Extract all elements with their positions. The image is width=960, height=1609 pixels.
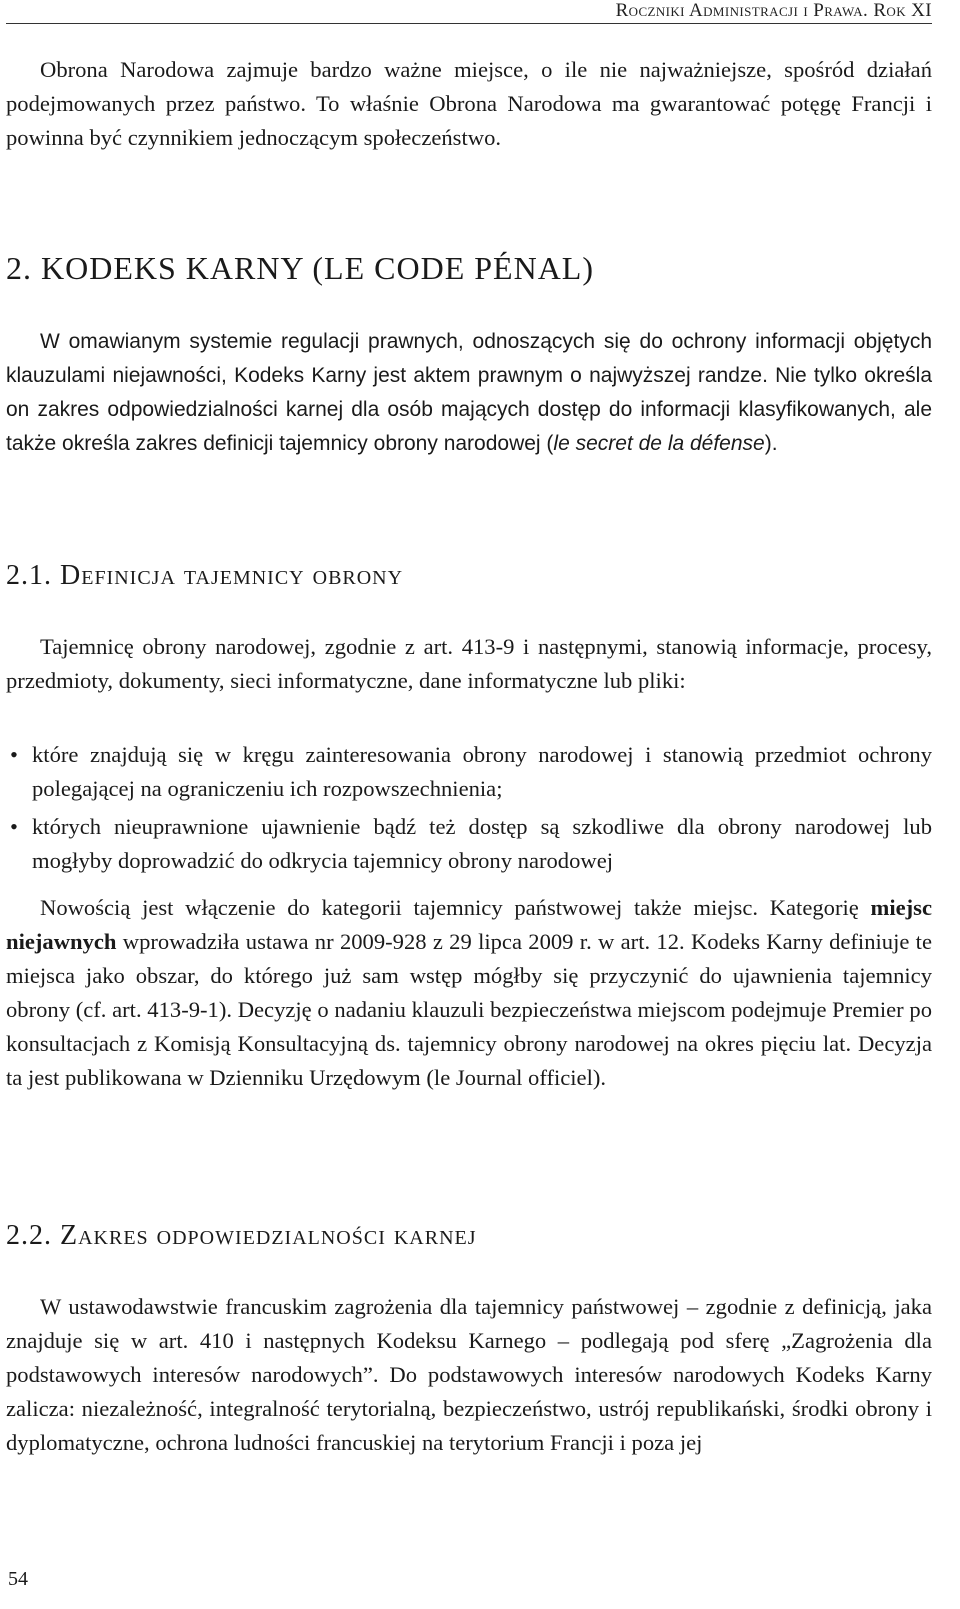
section-heading-2-1: 2.1. Definicja tajemnicy obrony (6, 560, 404, 591)
section-2-1-paragraph-2-bold: miejsc niejawnych (6, 895, 932, 954)
page-number: 54 (8, 1568, 28, 1590)
list-item-text: których nieuprawnione ujawnienie bądź też dostęp są szkodliwe dla obrony narodowej lub mogłyby doprowadzić do odkrycia tajemnicy obrony narodowej (32, 814, 932, 873)
bullet-icon: • (10, 742, 18, 767)
section-2-1-paragraph-2-pre: Nowością jest włączenie do kategorii tajemnicy państwowej także miejsc. Kategorię (40, 895, 871, 920)
section-heading-2: 2. KODEKS KARNY (LE CODE PÉNAL) (6, 250, 594, 286)
intro-paragraph: Obrona Narodowa zajmuje bardzo ważne miejsce, o ile nie najważniejsze, spośród działań podejmowanych przez państwo. To właśnie Obrona Narodowa ma gwarantować potęgę Francji i powinna być czynnikiem jednoczącym społeczeństwo. (6, 57, 932, 150)
section-2-1-paragraph-2 (6, 891, 932, 1095)
header-rule (6, 23, 932, 24)
running-head: Roczniki Administracji i Prawa. Rok XI (615, 0, 932, 21)
section-2-1-paragraph-2-post: wprowadziła ustawa nr 2009-928 z 29 lipca 2009 r. w art. 12. Kodeks Karny definiuje te miejsca jako obszar, do którego już sam wstęp mógłby się przyczynić do ujawnienia tajemnicy obrony (cf. art. 413-9-1). Decyzję o nadaniu klauzuli bezpieczeństwa miejscom podejmuje Premier po konsultacjach z Komisją Konsultacyjną ds. tajemnicy obrony narodowej na okres pięciu lat. Decyzja ta jest publikowana w Dzienniku Urzędowym (le Journal officiel). (6, 929, 932, 1090)
section-heading-2-2: 2.2. Zakres odpowiedzialności karnej (6, 1220, 477, 1251)
section-2-paragraph (6, 325, 932, 461)
section-2-1-paragraph: Tajemnicę obrony narodowej, zgodnie z art. 413-9 i następnymi, stanowią informacje, procesy, przedmioty, dokumenty, sieci informatyczne, dane informatyczne lub pliki: (6, 634, 932, 693)
section-2-2-paragraph: W ustawodawstwie francuskim zagrożenia dla tajemnicy państwowej – zgodnie z definicją, jaka znajduje się w art. 410 i następnych Kodeksu Karnego – podlegają pod sferę „Zagrożenia dla podstawowych interesów narodowych”. Do podstawowych interesów narodowych Kodeks Karny zalicza: niezależność, integralność terytorialną, bezpieczeństwo, ustrój republikański, środki obrony i dyplomatyczne, ochrona ludności francuskiej na terytorium Francji i poza jej (6, 1294, 932, 1455)
section-2-paragraph-tail: ). (764, 432, 778, 455)
list-item (6, 738, 932, 806)
bullet-icon: • (10, 814, 18, 839)
list-item-text: które znajdują się w kręgu zainteresowania obrony narodowej i stanowią przedmiot ochrony polegającej na ograniczeniu ich rozpowszechnienia; (32, 742, 932, 801)
list-item (6, 810, 932, 878)
section-2-paragraph-italic: le secret de la défense (553, 432, 765, 455)
bullet-list (6, 738, 932, 882)
section-2-paragraph-main: W omawianym systemie regulacji prawnych, odnoszących się do ochrony informacji objętych klauzulami niejawności, Kodeks Karny jest aktem prawnym o najwyższej randze. Nie tylko określa on zakres odpowiedzialności karnej dla osób mających dostęp do informacji klasyfikowanych, ale także określa zakres definicji tajemnicy obrony narodowej ( (6, 330, 932, 455)
